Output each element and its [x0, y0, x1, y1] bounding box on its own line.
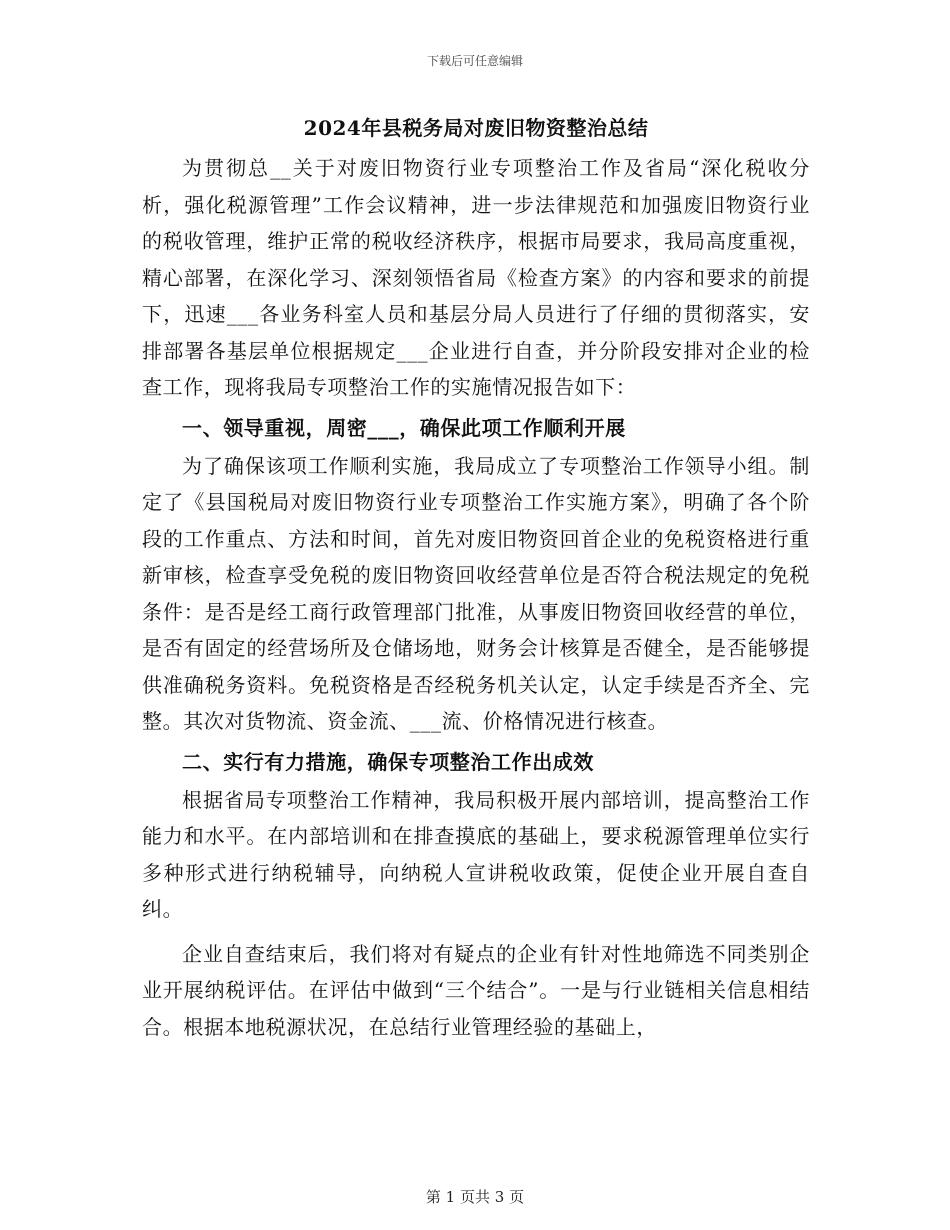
- section-2-paragraph-2: 企业自查结束后，我们将对有疑点的企业有针对性地筛选不同类别企业开展纳税评估。在评估中做到“三个结合”。一是与行业链相关信息相结合。根据本地税源状况，在总结行业管理经验的基础上，: [142, 941, 810, 1039]
- section-1-heading: 一、领导重视，周密___，确保此项工作顺利开展: [182, 415, 626, 440]
- section-2-paragraph-1: 根据省局专项整治工作精神，我局积极开展内部培训，提高整治工作能力和水平。在内部培训和在排查摸底的基础上，要求税源管理单位实行多种形式进行纳税辅导，向纳税人宣讲税收政策，促使企业开展自查自纠。: [142, 787, 810, 921]
- section-2-heading: 二、实行有力措施，确保专项整治工作出成效: [182, 749, 594, 774]
- page-footer: 第 1 页共 3 页: [425, 1188, 525, 1206]
- page-header: 下载后可任意编辑: [426, 54, 523, 68]
- section-1-paragraph: 为了确保该项工作顺利实施，我局成立了专项整治工作领导小组。制定了《县国税局对废旧物资行业专项整治工作实施方案》，明确了各个阶段的工作重点、方法和时间，首先对废旧物资回首企业的免税资格进行重新审核，检查享受免税的废旧物资回收经营单位是否符合税法规定的免税条件：是否是经工商行政管理部门批准，从事废旧物资回收经营的单位，是否有固定的经营场所及仓储场地，财务会计核算是否健全，是否能够提供准确税务资料。免税资格是否经税务机关认定，认定手续是否齐全、完整。其次对货物流、资金流、___流、价格情况进行核查。: [142, 453, 810, 733]
- intro-paragraph: 为贯彻总__关于对废旧物资行业专项整治工作及省局“深化税收分析，强化税源管理”工作会议精神，进一步法律规范和加强废旧物资行业的税收管理，维护正常的税收经济秩序，根据市局要求，我局高度重视，精心部署，在深化学习、深刻领悟省局《检查方案》的内容和要求的前提下，迅速___各业务科室人员和基层分局人员进行了仔细的贯彻落实，安排部署各基层单位根据规定___企业进行自查，并分阶段安排对企业的检查工作，现将我局专项整治工作的实施情况报告如下：: [142, 156, 810, 399]
- document-title: 2024年县税务局对废旧物资整治总结: [303, 116, 649, 140]
- document-body: [142, 112, 810, 1045]
